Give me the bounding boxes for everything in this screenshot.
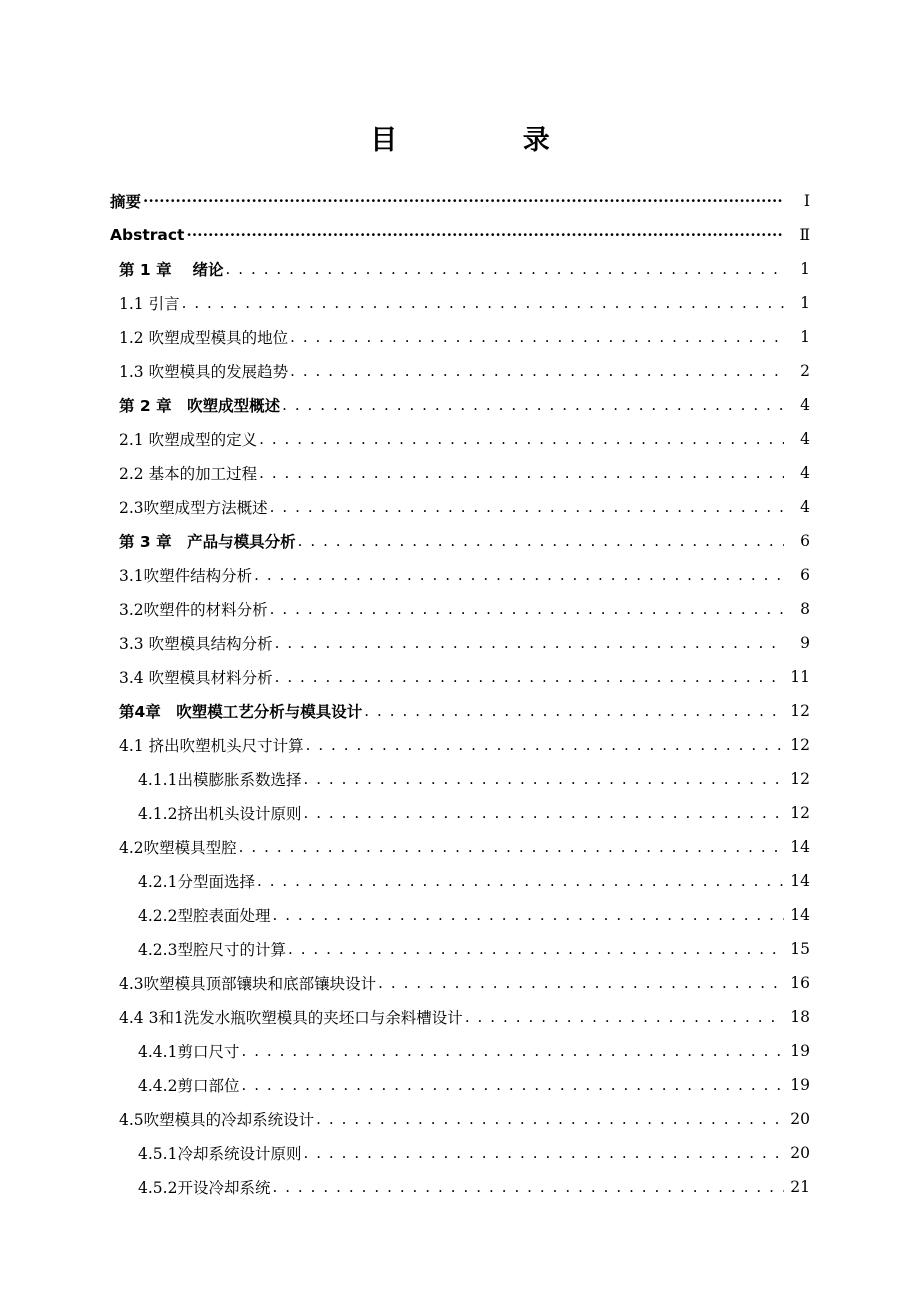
toc-entry-label: 4.4 3和1洗发水瓶吹塑模具的夹坯口与余料槽设计 xyxy=(119,1009,463,1027)
toc-dot-leader xyxy=(290,361,784,381)
toc-entry-page-number: 6 xyxy=(800,566,810,584)
toc-entry-page-number: 12 xyxy=(790,770,810,788)
toc-dot-leader xyxy=(143,191,784,211)
toc-entry-page-number: 16 xyxy=(790,974,810,992)
toc-dot-leader xyxy=(303,803,784,823)
toc-entry-page-number: 14 xyxy=(790,906,810,924)
toc-dot-leader xyxy=(239,837,784,857)
toc-entry[interactable] xyxy=(0,558,920,592)
toc-entry-page-number: 12 xyxy=(790,736,810,754)
toc-entry-label: 2.1 吹塑成型的定义 xyxy=(119,431,258,449)
toc-entry-label: 4.5.2开设冷却系统 xyxy=(138,1179,271,1197)
toc-dot-leader xyxy=(257,871,784,891)
toc-entry-label: 3.4 吹塑模具材料分析 xyxy=(119,669,273,687)
toc-entry[interactable] xyxy=(0,898,920,932)
toc-entry[interactable] xyxy=(0,1034,920,1068)
toc-entry-page-number: 12 xyxy=(790,804,810,822)
toc-entry[interactable] xyxy=(0,388,920,422)
toc-entry-page-number: 19 xyxy=(790,1042,810,1060)
toc-entry-label: 第 3 章 产品与模具分析 xyxy=(119,533,296,551)
toc-entry-page-number: 1 xyxy=(800,260,810,278)
toc-entry-label: 1.2 吹塑成型模具的地位 xyxy=(119,329,289,347)
toc-entry-label: 4.5.1冷却系统设计原则 xyxy=(138,1145,302,1163)
toc-entry-page-number: 20 xyxy=(790,1110,810,1128)
toc-entry-label: 3.3 吹塑模具结构分析 xyxy=(119,635,273,653)
toc-entry[interactable] xyxy=(0,184,920,218)
toc-entry-label: 4.1.1出模膨胀系数选择 xyxy=(138,771,302,789)
toc-dot-leader xyxy=(270,497,784,517)
toc-entry[interactable] xyxy=(0,966,920,1000)
toc-entry-label: 4.1.2挤出机头设计原则 xyxy=(138,805,302,823)
toc-entry[interactable] xyxy=(0,1000,920,1034)
toc-entry-label: 4.3吹塑模具顶部镶块和底部镶块设计 xyxy=(119,975,377,993)
toc-dot-leader xyxy=(186,225,784,245)
toc-dot-leader xyxy=(275,667,784,687)
toc-dot-leader xyxy=(378,973,784,993)
toc-dot-leader xyxy=(225,259,784,279)
toc-entry-page-number: 4 xyxy=(800,430,810,448)
toc-entry-label: 3.1吹塑件结构分析 xyxy=(119,567,253,585)
toc-entry[interactable] xyxy=(0,218,920,252)
toc-entry[interactable] xyxy=(0,762,920,796)
toc-entry-label: 摘要 xyxy=(110,193,142,211)
toc-entry-page-number: 12 xyxy=(790,702,810,720)
toc-entry[interactable] xyxy=(0,592,920,626)
toc-entry[interactable] xyxy=(0,1136,920,1170)
toc-entry-page-number: 4 xyxy=(800,464,810,482)
toc-dot-leader xyxy=(316,1109,784,1129)
toc-entry[interactable] xyxy=(0,1102,920,1136)
toc-entry-page-number: 6 xyxy=(800,532,810,550)
toc-entry[interactable] xyxy=(0,626,920,660)
toc-dot-leader xyxy=(290,327,784,347)
toc-dot-leader xyxy=(303,1143,784,1163)
toc-dot-leader xyxy=(270,599,784,619)
toc-dot-leader xyxy=(465,1007,784,1027)
toc-entry-label: 4.2.3型腔尺寸的计算 xyxy=(138,941,286,959)
toc-entry-page-number: 19 xyxy=(790,1076,810,1094)
toc-entry-label: 第4章 吹塑模工艺分析与模具设计 xyxy=(119,703,363,721)
toc-entry-page-number: Ⅱ xyxy=(799,226,810,244)
toc-entry-page-number: 8 xyxy=(800,600,810,618)
toc-entry-page-number: 20 xyxy=(790,1144,810,1162)
toc-dot-leader xyxy=(364,701,784,721)
toc-entry-label: 2.3吹塑成型方法概述 xyxy=(119,499,268,517)
toc-entry-page-number: 9 xyxy=(800,634,810,652)
toc-entry[interactable] xyxy=(0,252,920,286)
toc-entry-label: 1.1 引言 xyxy=(119,295,180,313)
toc-dot-leader xyxy=(306,735,784,755)
toc-entry-label: 2.2 基本的加工过程 xyxy=(119,465,258,483)
toc-entry[interactable] xyxy=(0,694,920,728)
toc-entry[interactable] xyxy=(0,524,920,558)
toc-dot-leader xyxy=(241,1075,784,1095)
toc-entry-page-number: Ⅰ xyxy=(803,192,810,210)
toc-entry-label: 3.2吹塑件的材料分析 xyxy=(119,601,268,619)
toc-entry-page-number: 4 xyxy=(800,498,810,516)
toc-dot-leader xyxy=(298,531,784,551)
toc-dot-leader xyxy=(288,939,784,959)
toc-dot-leader xyxy=(254,565,784,585)
toc-dot-leader xyxy=(259,463,784,483)
toc-entry-label: 4.2.2型腔表面处理 xyxy=(138,907,271,925)
toc-entry-page-number: 1 xyxy=(800,294,810,312)
toc-dot-leader xyxy=(275,633,784,653)
toc-entry-label: 1.3 吹塑模具的发展趋势 xyxy=(119,363,289,381)
toc-entry[interactable] xyxy=(0,932,920,966)
toc-entry-label: 4.2.1分型面选择 xyxy=(138,873,255,891)
toc-entry-label: 4.4.1剪口尺寸 xyxy=(138,1043,240,1061)
toc-dot-leader xyxy=(241,1041,784,1061)
toc-entry-label: 4.1 挤出吹塑机头尺寸计算 xyxy=(119,737,304,755)
toc-entry[interactable] xyxy=(0,320,920,354)
toc-entry-label: 4.2吹塑模具型腔 xyxy=(119,839,237,857)
toc-entry[interactable] xyxy=(0,796,920,830)
toc-entry-label: 第 2 章 吹塑成型概述 xyxy=(119,397,281,415)
toc-dot-leader xyxy=(272,905,784,925)
table-of-contents xyxy=(0,184,920,1204)
toc-entry-page-number: 11 xyxy=(790,668,810,686)
toc-entry[interactable] xyxy=(0,490,920,524)
toc-entry-label: Abstract xyxy=(110,226,185,244)
toc-entry[interactable] xyxy=(0,286,920,320)
toc-entry-page-number: 1 xyxy=(800,328,810,346)
toc-entry[interactable] xyxy=(0,864,920,898)
toc-entry-label: 第 1 章 绪论 xyxy=(119,261,224,279)
toc-entry-page-number: 21 xyxy=(790,1178,810,1196)
toc-dot-leader xyxy=(182,293,784,313)
toc-dot-leader xyxy=(272,1177,784,1197)
page-title: 目 录 xyxy=(370,125,608,156)
toc-entry[interactable] xyxy=(0,456,920,490)
toc-entry[interactable] xyxy=(0,830,920,864)
toc-entry-page-number: 14 xyxy=(790,838,810,856)
toc-entry[interactable] xyxy=(0,1170,920,1204)
toc-entry[interactable] xyxy=(0,728,920,762)
toc-entry-page-number: 4 xyxy=(800,396,810,414)
toc-dot-leader xyxy=(259,429,784,449)
toc-entry-page-number: 14 xyxy=(790,872,810,890)
toc-dot-leader xyxy=(303,769,784,789)
toc-entry[interactable] xyxy=(0,1068,920,1102)
toc-entry-label: 4.5吹塑模具的冷却系统设计 xyxy=(119,1111,315,1129)
toc-entry-page-number: 18 xyxy=(790,1008,810,1026)
toc-entry-label: 4.4.2剪口部位 xyxy=(138,1077,240,1095)
toc-entry-page-number: 15 xyxy=(790,940,810,958)
toc-entry[interactable] xyxy=(0,422,920,456)
toc-entry[interactable] xyxy=(0,660,920,694)
toc-entry[interactable] xyxy=(0,354,920,388)
toc-dot-leader xyxy=(282,395,784,415)
toc-entry-page-number: 2 xyxy=(800,362,810,380)
